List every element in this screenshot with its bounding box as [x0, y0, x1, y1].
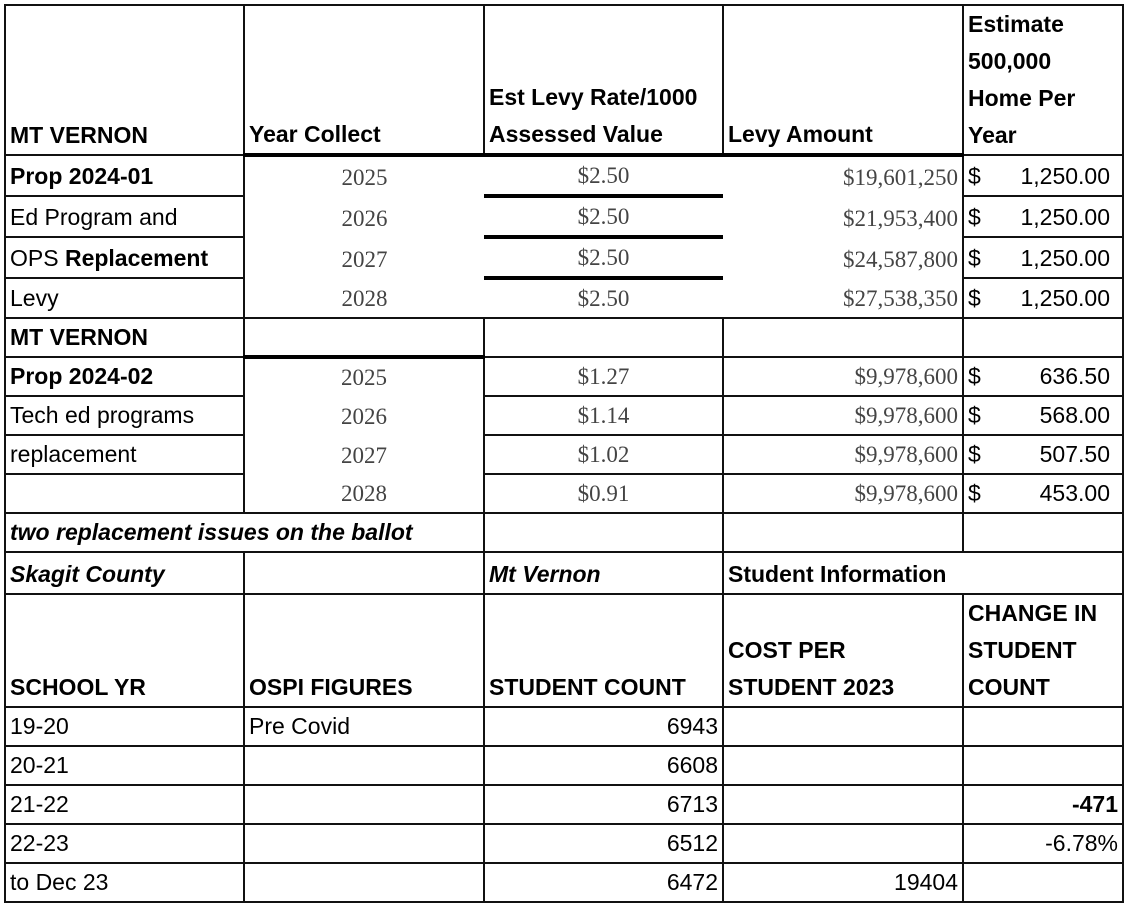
currency-symbol: $	[968, 204, 981, 230]
cost-cell[interactable]	[723, 746, 963, 785]
student-row	[5, 707, 1123, 746]
cost-cell[interactable]: 19404	[723, 863, 963, 902]
prop1-year[interactable]: 2026	[244, 196, 484, 237]
student-row	[5, 746, 1123, 785]
prop2-label[interactable]: replacement	[5, 435, 244, 474]
home-value: 453.00	[1039, 480, 1110, 506]
empty-cell[interactable]	[244, 318, 484, 357]
student-info-title[interactable]: Student Information	[723, 552, 1123, 594]
prop2-row	[5, 357, 1123, 396]
ospi-cell[interactable]	[244, 824, 484, 863]
empty-cell[interactable]	[484, 318, 723, 357]
prop1-home-estimate[interactable]	[963, 278, 1123, 318]
prop2-row	[5, 396, 1123, 435]
student-row	[5, 863, 1123, 902]
home-value: 507.50	[1039, 441, 1110, 467]
prop1-row	[5, 155, 1123, 196]
prop2-year[interactable]: 2025	[244, 357, 484, 396]
header-ospi[interactable]: OSPI FIGURES	[244, 594, 484, 707]
district2-row	[5, 318, 1123, 357]
school-yr-cell[interactable]: 21-22	[5, 785, 244, 824]
header-levy-rate-line1: Est Levy Rate/1000	[489, 84, 698, 110]
header-estimate-line1: Estimate	[968, 11, 1064, 37]
change-cell[interactable]	[963, 707, 1123, 746]
currency-symbol: $	[968, 285, 981, 311]
prop1-rate[interactable]: $2.50	[484, 237, 723, 278]
prop1-year[interactable]: 2025	[244, 155, 484, 196]
student-count-cell[interactable]: 6512	[484, 824, 723, 863]
prop2-year[interactable]: 2026	[244, 396, 484, 435]
header-estimate-home[interactable]	[963, 5, 1123, 155]
prop1-label[interactable]: Ed Program and	[5, 196, 244, 237]
home-value: 1,250.00	[1020, 285, 1110, 311]
home-value: 636.50	[1039, 363, 1110, 389]
empty-cell[interactable]	[244, 552, 484, 594]
prop1-amount[interactable]: $27,538,350	[723, 278, 963, 318]
prop2-rate[interactable]: $1.02	[484, 435, 723, 474]
prop1-row	[5, 278, 1123, 318]
header-school-yr[interactable]: SCHOOL YR	[5, 594, 244, 707]
cost-cell[interactable]	[723, 824, 963, 863]
prop2-amount[interactable]: $9,978,600	[723, 435, 963, 474]
home-value: 1,250.00	[1020, 245, 1110, 271]
school-yr-cell[interactable]: 22-23	[5, 824, 244, 863]
empty-cell[interactable]	[723, 318, 963, 357]
header-cost-line2: STUDENT 2023	[728, 674, 895, 700]
prop1-label[interactable]: Prop 2024-01	[5, 155, 244, 196]
empty-cell[interactable]	[963, 513, 1123, 552]
prop2-home-estimate[interactable]	[963, 396, 1123, 435]
prop1-year[interactable]: 2028	[244, 278, 484, 318]
prop2-rate[interactable]: $1.14	[484, 396, 723, 435]
prop1-year[interactable]: 2027	[244, 237, 484, 278]
ballot-note[interactable]: two replacement issues on the ballot	[5, 513, 484, 552]
home-value: 1,250.00	[1020, 163, 1110, 189]
prop2-row	[5, 474, 1123, 513]
home-value: 568.00	[1039, 402, 1110, 428]
currency-symbol: $	[968, 402, 981, 428]
prop2-year[interactable]: 2027	[244, 435, 484, 474]
currency-symbol: $	[968, 245, 981, 271]
prop2-year[interactable]: 2028	[244, 474, 484, 513]
student-count-cell[interactable]: 6713	[484, 785, 723, 824]
prop2-rate[interactable]: $1.27	[484, 357, 723, 396]
header-estimate-line4: Year	[968, 122, 1017, 148]
change-cell[interactable]	[963, 746, 1123, 785]
prop1-amount[interactable]: $21,953,400	[843, 206, 958, 231]
header-change-line1: CHANGE IN	[968, 600, 1098, 626]
empty-cell[interactable]	[963, 318, 1123, 357]
prop2-amount[interactable]: $9,978,600	[723, 396, 963, 435]
header-change-line2: STUDENT	[968, 637, 1077, 663]
prop2-home-estimate[interactable]	[963, 357, 1123, 396]
county-label[interactable]: Skagit County	[5, 552, 244, 594]
empty-cell[interactable]	[723, 513, 963, 552]
prop2-amount[interactable]: $9,978,600	[723, 357, 963, 396]
school-yr-cell[interactable]: 19-20	[5, 707, 244, 746]
student-count-cell[interactable]: 6943	[484, 707, 723, 746]
header-estimate-line2: 500,000	[968, 48, 1052, 74]
prop1-label[interactable]: Levy	[5, 278, 244, 318]
header-change-count[interactable]	[963, 594, 1123, 707]
prop1-amount[interactable]: $24,587,800	[843, 247, 958, 272]
prop2-home-estimate[interactable]	[963, 435, 1123, 474]
change-cell[interactable]: -471	[963, 785, 1123, 824]
school-yr-cell[interactable]: 20-21	[5, 746, 244, 785]
cost-cell[interactable]	[723, 707, 963, 746]
header-cost-line1: COST PER	[728, 637, 846, 663]
prop2-amount[interactable]: $9,978,600	[723, 474, 963, 513]
prop1-amount[interactable]: $19,601,250	[843, 165, 958, 190]
currency-symbol: $	[968, 480, 981, 506]
prop1-label[interactable]	[5, 237, 244, 278]
header-levy-rate[interactable]	[484, 5, 723, 155]
ospi-cell[interactable]	[244, 863, 484, 902]
district2-label[interactable]: MT VERNON	[5, 318, 244, 357]
student-count-cell[interactable]: 6608	[484, 746, 723, 785]
student-title-row	[5, 552, 1123, 594]
home-value: 1,250.00	[1020, 204, 1110, 230]
currency-symbol: $	[968, 163, 981, 189]
ospi-cell[interactable]	[244, 746, 484, 785]
prop2-row	[5, 435, 1123, 474]
ospi-cell[interactable]	[244, 785, 484, 824]
header-district[interactable]: MT VERNON	[5, 5, 244, 155]
header-student-count[interactable]: STUDENT COUNT	[484, 594, 723, 707]
prop2-home-estimate[interactable]	[963, 474, 1123, 513]
prop2-label[interactable]: Tech ed programs	[5, 396, 244, 435]
prop1-rate[interactable]: $2.50	[484, 196, 723, 237]
currency-symbol: $	[968, 363, 981, 389]
header-cost-per-student[interactable]	[723, 594, 963, 707]
prop1-row	[5, 196, 1123, 237]
student-header-row	[5, 594, 1123, 707]
prop1-label-pre: OPS	[10, 245, 65, 271]
prop2-rate[interactable]: $0.91	[484, 474, 723, 513]
levy-spreadsheet	[4, 4, 1124, 903]
prop1-label-bold: Replacement	[64, 245, 209, 271]
currency-symbol: $	[968, 441, 981, 467]
prop1-home-estimate[interactable]	[963, 196, 1123, 237]
change-cell[interactable]	[963, 863, 1123, 902]
empty-cell[interactable]	[484, 513, 723, 552]
cost-cell[interactable]	[723, 785, 963, 824]
header-change-line3: COUNT	[968, 674, 1050, 700]
student-row	[5, 785, 1123, 824]
student-row	[5, 824, 1123, 863]
school-yr-cell[interactable]: to Dec 23	[5, 863, 244, 902]
prop1-rate[interactable]: $2.50	[484, 155, 723, 196]
ballot-note-row	[5, 513, 1123, 552]
prop1-home-estimate[interactable]	[963, 155, 1123, 196]
prop2-label[interactable]: Prop 2024-02	[5, 357, 244, 396]
ospi-cell[interactable]: Pre Covid	[244, 707, 484, 746]
prop1-rate[interactable]: $2.50	[484, 278, 723, 318]
change-cell[interactable]: -6.78%	[963, 824, 1123, 863]
header-year-collect[interactable]: Year Collect	[244, 5, 484, 155]
header-estimate-line3: Home Per	[968, 85, 1076, 111]
header-levy-rate-line2: Assessed Value	[489, 121, 663, 147]
prop1-row	[5, 237, 1123, 278]
prop2-label[interactable]	[5, 474, 244, 513]
header-levy-amount[interactable]: Levy Amount	[723, 5, 963, 155]
prop1-home-estimate[interactable]	[963, 237, 1123, 278]
student-count-cell[interactable]: 6472	[484, 863, 723, 902]
district-label[interactable]: Mt Vernon	[484, 552, 723, 594]
levy-header-row	[5, 5, 1123, 155]
